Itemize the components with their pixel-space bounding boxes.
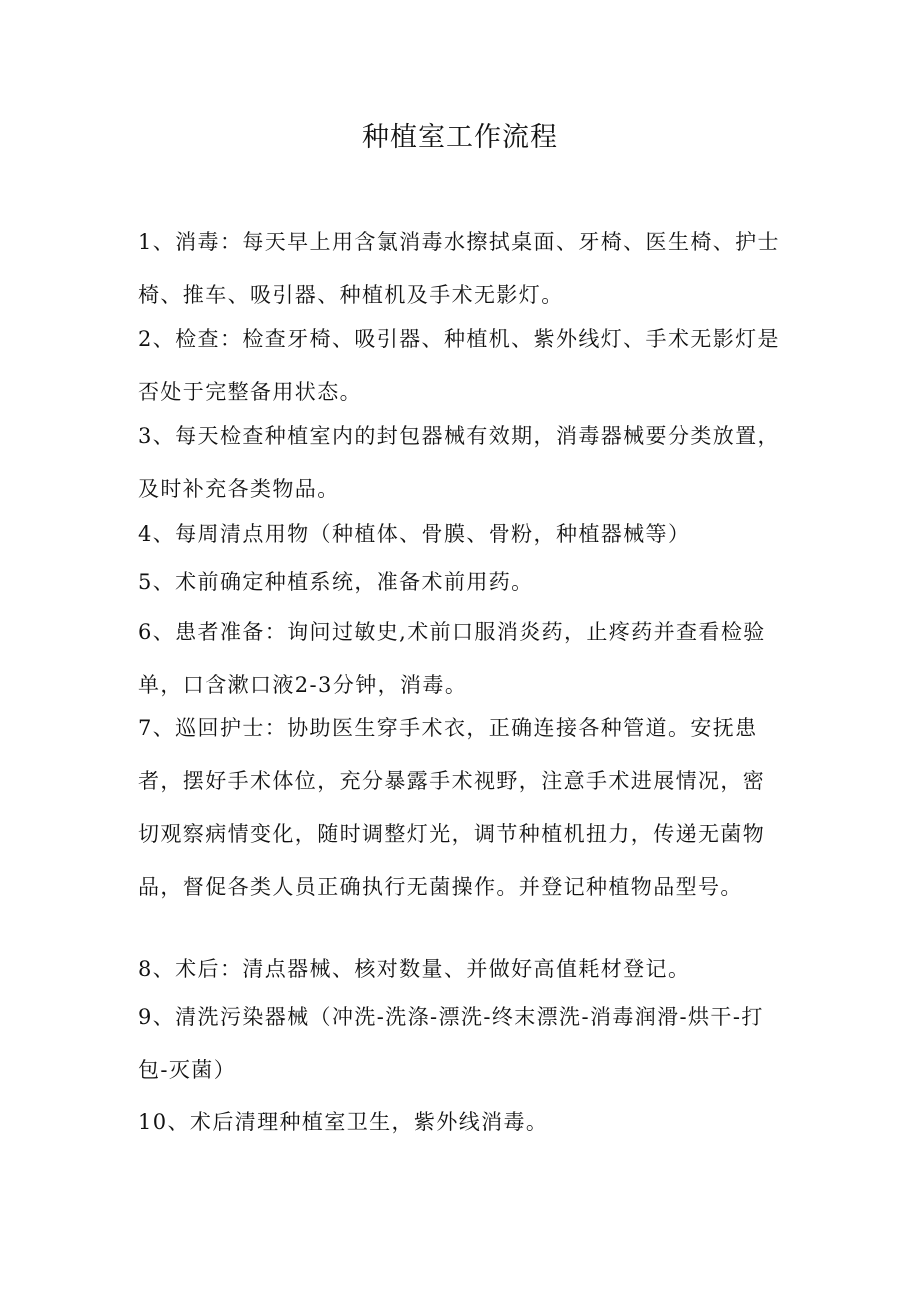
step-6-patient-preparation: 6、患者准备：询问过敏史,术前口服消炎药，止疼药并查看检验单，口含漱口液2-3分钟，消毒。 [138,620,766,697]
step-7-circulating-nurse: 7、巡回护士：协助医生穿手术衣，正确连接各种管道。安抚患者，摆好手术体位，充分暴露手术视野，注意手术进展情况，密切观察病情变化，随时调整灯光，调节种植机扭力，传递无菌物品，督促各类人员正确执行无菌操作。并登记种植物品型号。 [138,716,766,899]
step-5-preoperative-preparation: 5、术前确定种植系统，准备术前用药。 [138,570,534,594]
step-8-postoperative: 8、术后：清点器械、核对数量、并做好高值耗材登记。 [138,957,691,981]
step-3-sterile-package-check: 3、每天检查种植室内的封包器械有效期，消毒器械要分类放置，及时补充各类物品。 [138,424,780,501]
step-9-instrument-cleaning: 9、清洗污染器械（冲洗-洗涤-漂洗-终末漂洗-消毒润滑-烘干-打包-灭菌） [138,1005,764,1082]
step-1-disinfection: 1、消毒：每天早上用含氯消毒水擦拭桌面、牙椅、医生椅、护士椅、推车、吸引器、种植机及手术无影灯。 [138,230,780,307]
step-4-weekly-inventory: 4、每周清点用物（种植体、骨膜、骨粉，种植器械等） [138,522,691,546]
step-2-inspection: 2、检查：检查牙椅、吸引器、种植机、紫外线灯、手术无影灯是否处于完整备用状态。 [138,327,780,404]
step-10-room-cleaning: 10、术后清理种植室卫生，紫外线消毒。 [138,1110,549,1134]
document-title: 种植室工作流程 [362,122,558,153]
